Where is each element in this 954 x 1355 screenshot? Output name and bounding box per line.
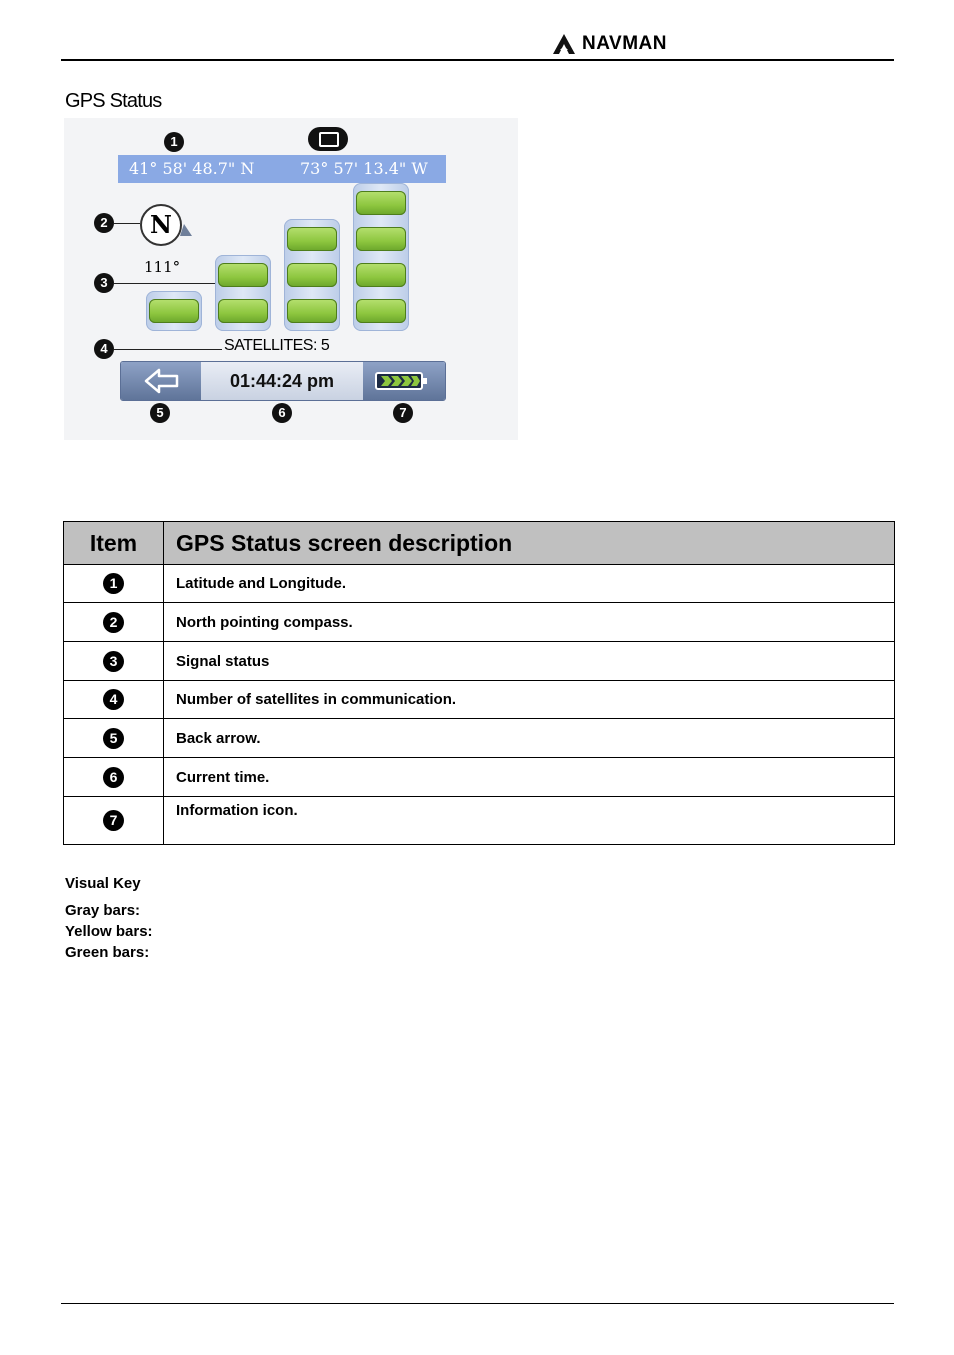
latitude-value: 41° 58' 48.7" N [129,159,255,178]
callout-marker-4: 4 [94,339,114,359]
footer-rule [61,1303,894,1304]
visual-key-title: Visual Key [65,875,141,892]
callout-marker-7: 7 [393,403,413,423]
brand-name: NAVMAN [582,33,667,54]
item-number: 3 [103,651,124,672]
item-description: North pointing compass. [164,603,895,642]
status-bottom-bar [120,361,446,401]
signal-bar-cell [287,263,337,287]
signal-bar [353,183,409,331]
coordinates-bar [118,155,446,183]
back-arrow-icon [143,367,181,395]
info-callout-icon [308,127,348,151]
navman-logo [552,33,667,55]
description-table [63,521,895,845]
callout-line-4 [114,349,222,350]
item-number: 2 [103,612,124,633]
longitude-value: 73° 57' 13.4" W [300,159,428,178]
visual-key-yellow: Yellow bars: [65,923,153,940]
callout-marker-5: 5 [150,403,170,423]
signal-bar-cell [356,191,406,215]
item-description: Latitude and Longitude. [164,565,895,603]
heading-value: 111° [144,258,181,276]
information-button[interactable] [363,362,445,400]
item-number: 1 [103,573,124,594]
callout-line-3 [114,283,216,284]
battery-icon [375,370,429,392]
item-description: Information icon. [164,797,895,845]
item-number: 5 [103,728,124,749]
table-row [64,681,895,719]
signal-bar [284,219,340,331]
callout-line-2 [114,223,140,224]
signal-bar-cell [218,263,268,287]
item-description: Back arrow. [164,719,895,758]
signal-bar-cell [149,299,199,323]
item-description: Number of satellites in communication. [164,681,895,719]
compass-icon: N [140,204,182,246]
signal-bar [215,255,271,331]
table-row [64,565,895,603]
current-time: 01:44:24 pm [201,362,363,400]
navman-logo-icon [552,33,576,55]
table-row [64,758,895,797]
signal-bar-cell [287,299,337,323]
satellites-count: SATELLITES: 5 [224,337,330,354]
callout-marker-3: 3 [94,273,114,293]
signal-bar-cell [287,227,337,251]
item-number: 6 [103,767,124,788]
back-button[interactable] [121,362,201,400]
section-title: GPS Status [65,90,162,112]
gps-status-screenshot [64,118,518,440]
item-number: 7 [103,810,124,831]
item-description: Signal status [164,642,895,681]
column-header-item: Item [64,522,164,565]
column-header-description: GPS Status screen description [164,522,895,565]
visual-key-green: Green bars: [65,944,150,961]
signal-bar-cell [356,263,406,287]
signal-bar-cell [356,299,406,323]
item-description: Current time. [164,758,895,797]
table-row [64,719,895,758]
callout-marker-1: 1 [164,132,184,152]
signal-bar-cell [218,299,268,323]
header-rule [61,59,894,61]
signal-bar [146,291,202,331]
visual-key-gray: Gray bars: [65,902,141,919]
signal-bar-cell [356,227,406,251]
callout-marker-2: 2 [94,213,114,233]
table-row [64,642,895,681]
callout-marker-6: 6 [272,403,292,423]
table-row [64,603,895,642]
table-row [64,797,895,845]
compass-pointer-icon [178,222,194,238]
item-number: 4 [103,689,124,710]
